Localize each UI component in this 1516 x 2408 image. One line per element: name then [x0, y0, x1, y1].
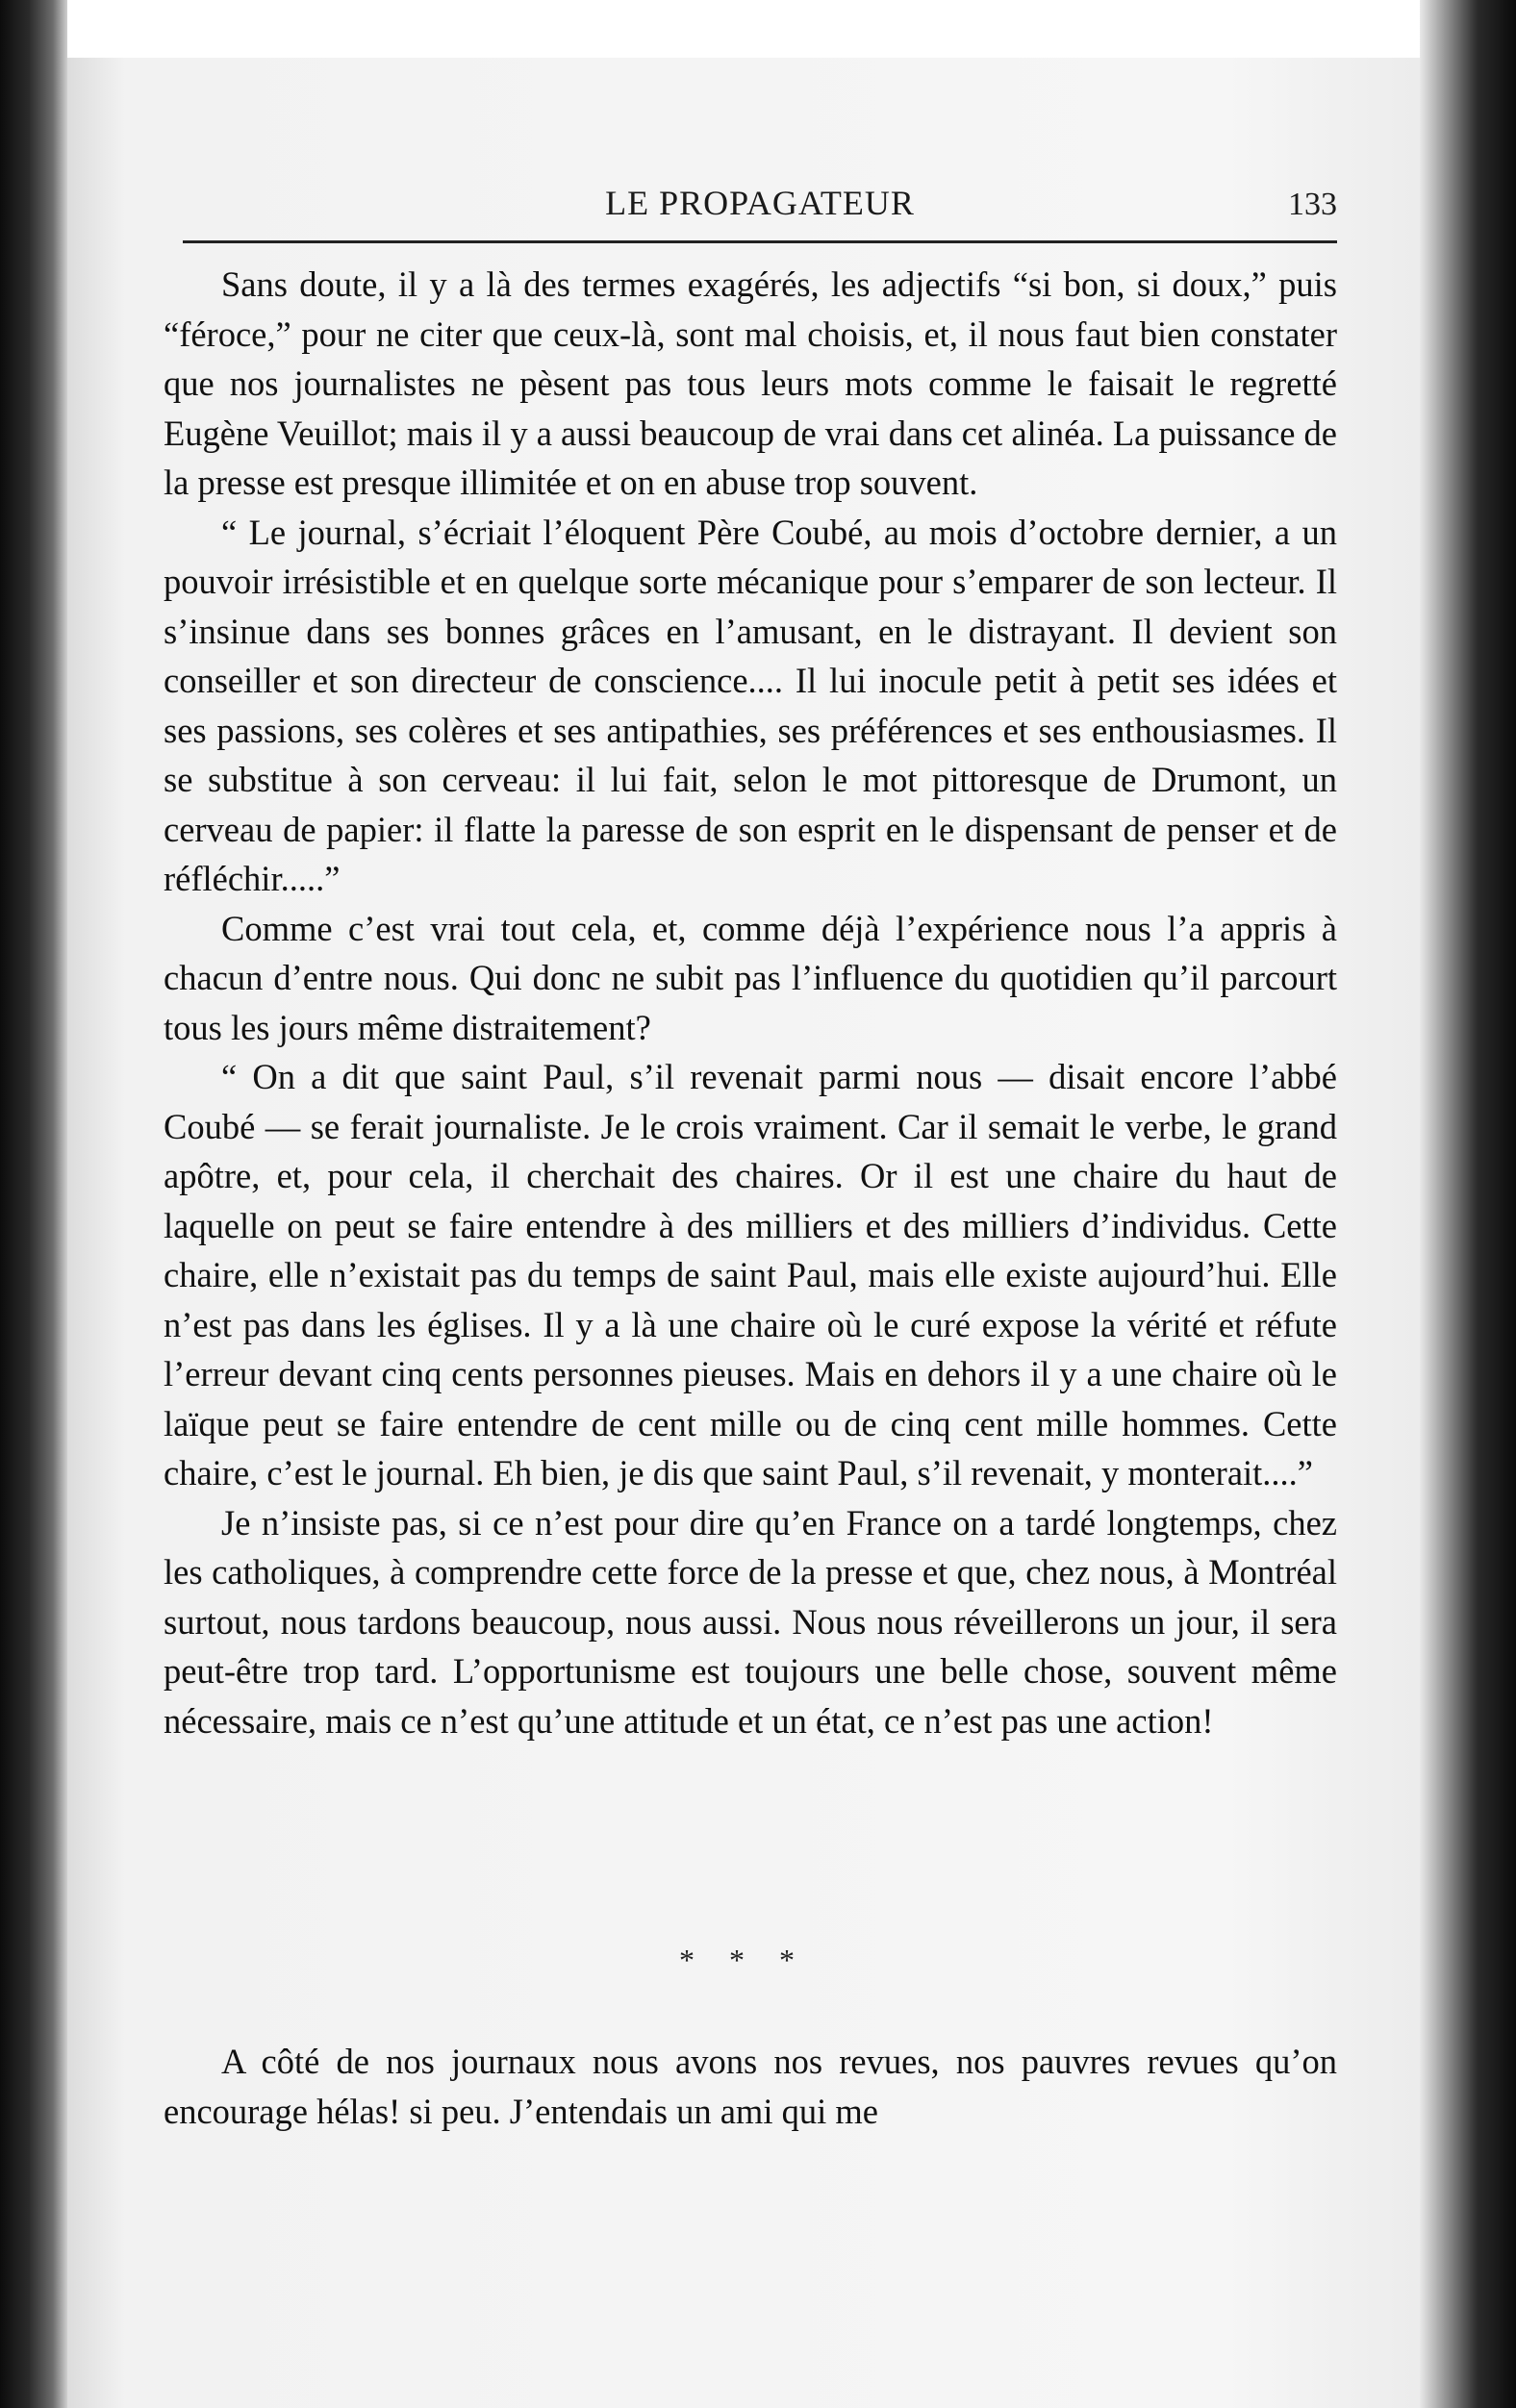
running-title: LE PROPAGATEUR	[605, 184, 915, 222]
page-number: 133	[1288, 187, 1337, 222]
paragraph-3: Comme c’est vrai tout cela, et, comme déjà l’expérience nous l’a appris à chacun d’entre nous. Qui donc ne subit pas l’influence du quotidien qu’il parcourt tous les jours même distraitement?	[164, 908, 1337, 1047]
header-rule	[183, 240, 1337, 243]
book-spine-left	[0, 0, 67, 2408]
paragraph-1: Sans doute, il y a là des termes exagérés, les adjectifs “si bon, si doux,” puis “féroce,” pour ne citer que ceux-là, sont mal choisis, et, il nous faut bien constater que nos journalistes ne pèsent pas tous leurs mots comme le faisait le regretté Eugène Veuillot; mais il y a aussi beaucoup de vrai dans cet alinéa. La puissance de la presse est presque illimitée et on en abuse trop souvent.	[164, 264, 1337, 502]
main-text	[164, 260, 1337, 1745]
paragraph-5: Je n’insiste pas, si ce n’est pour dire qu’en France on a tardé longtemps, chez les catholiques, à comprendre cette force de la presse et que, chez nous, à Montréal surtout, nous tardons beaucoup, nous aussi. Nous nous réveillerons un jour, il sera peut-être trop tard. L’opportunisme est toujours une belle chose, souvent même nécessaire, mais ce n’est qu’une attitude et un état, ce n’est pas une action!	[164, 1502, 1337, 1741]
page-header	[183, 173, 1337, 231]
paragraph-6: A côté de nos journaux nous avons nos revues, nos pauvres revues qu’on encourage hélas! si peu. J’entendais un ami qui me	[164, 2042, 1337, 2131]
book-edge-right	[1420, 0, 1516, 2408]
book-page	[67, 58, 1420, 2408]
paragraph-2-quote: “ Le journal, s’écriait l’éloquent Père Coubé, au mois d’octobre dernier, a un pouvoir irrésistible et en quelque sorte mécanique pour s’emparer de son lecteur. Il s’insinue dans ses bonnes grâces en l’amusant, en le distrayant. Il devient son conseiller et son directeur de conscience.... Il lui inocule petit à petit ses idées et ses passions, ses colères et ses antipathies, ses préférences et ses enthousiasmes. Il se substitue à son cerveau: il lui fait, selon le mot pittoresque de Drumont, un cerveau de papier: il flatte la paresse de son esprit en le dispensant de penser et de réfléchir.....”	[164, 512, 1337, 898]
section-separator: * * *	[679, 1943, 808, 1977]
next-section-text	[164, 2037, 1337, 2136]
paragraph-4-quote: “ On a dit que saint Paul, s’il revenait parmi nous — disait encore l’abbé Coubé — se ferait journaliste. Je le crois vraiment. Car il semait le verbe, le grand apôtre, et, pour cela, il cherchait des chaires. Or il est une chaire du haut de laquelle on peut se faire entendre à des milliers et des milliers d’individus. Cette chaire, elle n’existait pas du temps de saint Paul, mais elle existe aujourd’hui. Elle n’est pas dans les églises. Il y a là une chaire où le curé expose la vérité et réfute l’erreur devant cinq cents personnes pieuses. Mais en dehors il y a une chaire où le laïque peut se faire entendre de cent mille ou de cinq cent mille hommes. Cette chaire, c’est le journal. Eh bien, je dis que saint Paul, s’il revenait, y monterait....”	[164, 1057, 1337, 1492]
